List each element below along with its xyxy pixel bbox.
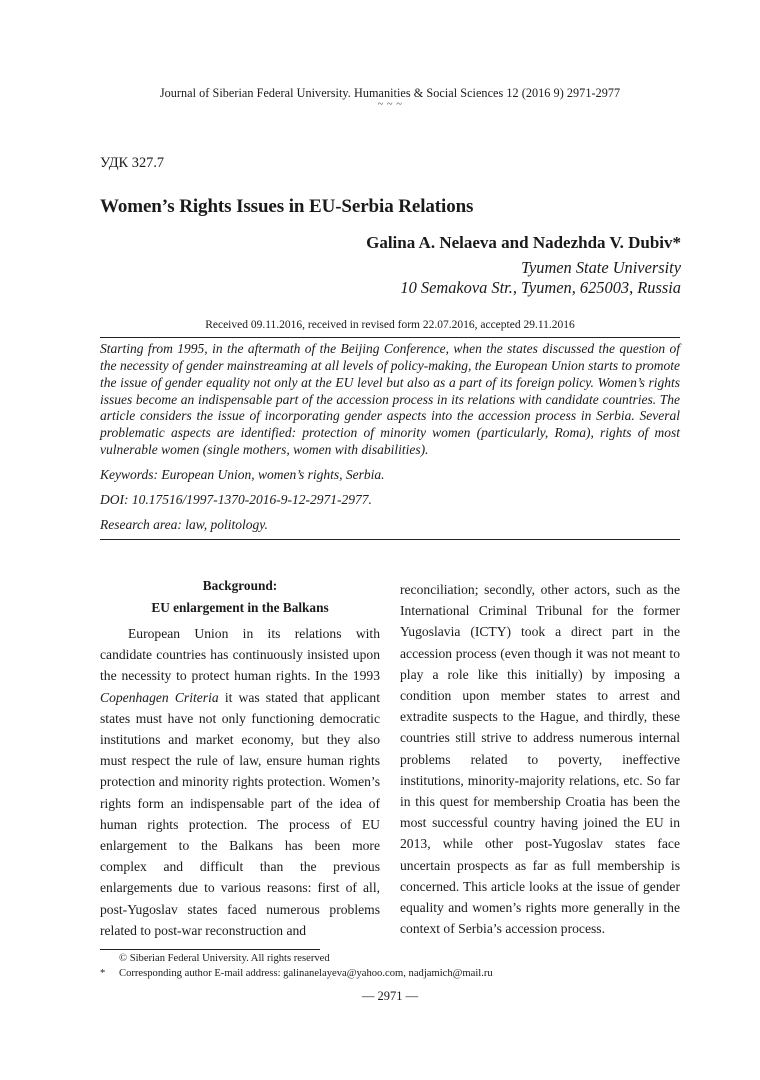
copyright-note: © Siberian Federal University. All rights reserved — [119, 953, 330, 964]
doi: DOI: 10.17516/1997-1370-2016-9-12-2971-2977. — [100, 492, 372, 507]
author-address: 10 Semakova Str., Tyumen, 625003, Russia — [400, 278, 681, 297]
abstract-bottom-rule — [100, 539, 680, 540]
keywords: Keywords: European Union, women’s rights, Serbia. — [100, 467, 385, 482]
abstract-text: Starting from 1995, in the aftermath of the Beijing Conference, when the states discussed the question of the necessity of gender mainstreaming at all levels of policy-making, the European Union starts to promote the issue of gender equality not only at the EU level but also as a part of its foreign policy. Women’s rights issues become an indispensable part of the accession process in its relations with candidate countries. The article considers the issue of incorporating gender aspects into the accession process in Serbia. Several problematic aspects are identified: protection of minority women (particularly, Roma), rights of most vulnerable women (single mothers, women with disabilities). — [100, 341, 680, 458]
research-area: Research area: law, politology. — [100, 517, 268, 532]
body-column-left — [100, 623, 380, 941]
body-text-part: it was stated that applicant states must have not only functioning democratic institutions and market economy, but they also must respect the rule of law, ensure human rights protection and minority rights protection. Women’s rights form an indispensable part of the idea of human rights protection. The process of EU enlargement to the Balkans has been more complex and difficult than the previous enlargements due to various reasons: first of all, post-Yugoslav states faced numerous problems related to post-war reconstruction and — [100, 689, 380, 938]
body-column-right: reconciliation; secondly, other actors, such as the International Criminal Tribunal for the former Yugoslavia (ICTY) took a direct part in the accession process (even though it was not meant to play a role like this initially) by imposing a condition upon member states to arrest and extradite suspects to the Hague, and thirdly, these countries still strive to address numerous internal problems related to poverty, ineffective institutions, minority-majority relations, etc. So far in this quest for membership Croatia has been the most successful country having joined the EU in 2013, while other post-Yugoslav states face uncertain prospects as far as full membership is concerned. This article looks at the issue of gender equality and women’s rights more generally in the context of Serbia’s accession process. — [400, 582, 680, 937]
header-ornament: ~ ~ ~ — [377, 99, 403, 110]
corresponding-author-note: Corresponding author E-mail address: galinanelayeva@yahoo.com, nadjamich@mail.ru — [119, 968, 493, 979]
section-heading: Background: — [202, 578, 278, 593]
abstract-top-rule — [100, 337, 680, 338]
footnote-rule — [100, 949, 320, 950]
page-number: — 2971 — — [361, 989, 419, 1003]
body-text-part: European Union in its relations with candidate countries has continuously insisted upon the necessity to protect human rights. In the 1993 — [100, 626, 380, 684]
udk-code: УДК 327.7 — [100, 155, 165, 171]
footnote-marker: * — [100, 968, 106, 979]
body-text-italic: Copenhagen Criteria — [100, 689, 219, 705]
author-names: Galina A. Nelaeva and Nadezhda V. Dubiv* — [366, 233, 681, 252]
section-subheading: EU enlargement in the Balkans — [151, 600, 329, 615]
journal-header: Journal of Siberian Federal University. Humanities & Social Sciences 12 (2016 9) 2971-2977 — [159, 86, 621, 100]
received-dates: Received 09.11.2016, received in revised form 22.07.2016, accepted 29.11.2016 — [205, 319, 575, 331]
author-affiliation: Tyumen State University — [521, 258, 681, 277]
article-title: Women’s Rights Issues in EU-Serbia Relations — [100, 196, 474, 217]
